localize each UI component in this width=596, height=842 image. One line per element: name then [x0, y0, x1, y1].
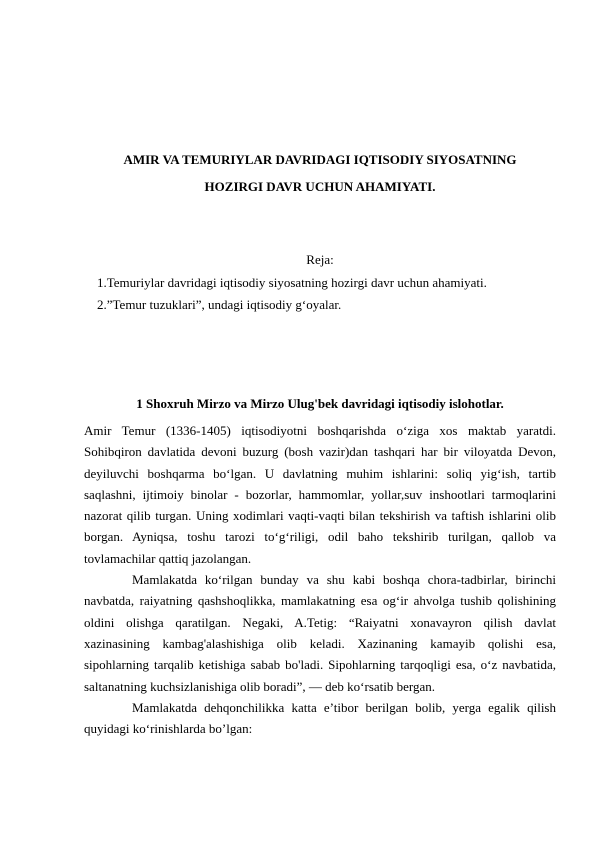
section-heading: 1 Shoxruh Mirzo va Mirzo Ulug'bek davridagi iqtisodiy islohotlar. [136, 396, 504, 411]
plan-item-1: 1.Temuriylar davridagi iqtisodiy siyosatning hozirgi davr uchun ahamiyati. [97, 275, 487, 290]
paragraph-1: Amir Temur (1336-1405) iqtisodiyotni boshqarishda o‘ziga xos maktab yaratdi. Sohibqiron davlatida devoni buzurg (bosh vazir)dan tashqari har bir viloyatda Devon, deyiluvchi boshqarma bo‘lgan. U davlatning muhim ishlarini: soliq yig‘ish, tartib saqlashni, ijtimoiy binolar - bozorlar, hammomlar, yollar,suv inshootlari tarmoqlarini nazorat qilib turgan. Uning xodimlari vaqti-vaqti bilan tekshirish va taftish ishlarini olib borgan. Ayniqsa, toshu tarozi to‘g‘riligi, odil baho tekshirib turilgan, qallob va tovlamachilar qattiq jazolangan. [84, 423, 556, 566]
title-line-1: AMIR VA TEMURIYLAR DAVRIDAGI IQTISODIY SIYOSATNING [123, 152, 517, 167]
plan-heading: Reja: [306, 252, 334, 267]
plan-item-2: 2.”Temur tuzuklari”, undagi iqtisodiy g‘oyalar. [97, 297, 342, 312]
title-line-2: HOZIRGI DAVR UCHUN AHAMIYATI. [204, 179, 436, 194]
paragraph-3: Mamlakatda dehqonchilikka katta e’tibor berilgan bolib, yerga egalik qilish quyidagi ko‘rinishlarda bo’lgan: [84, 699, 556, 737]
section-body [84, 420, 556, 739]
document-title [84, 146, 556, 200]
paragraph-2: Mamlakatda ko‘rilgan bunday va shu kabi boshqa chora-tadbirlar, birinchi navbatda, raiyatning qashshoqlikka, mamlakatning esa og‘ir ahvolga tushib qolishining oldini olishga qaratilgan. Negaki, A.Tetig: “Raiyatni xonavayron qilish davlat xazinasining kambag'alashishiga olib keladi. Xazinaning kamayib qolishi esa, sipohlarning tarqalib ketishiga sabab bo'ladi. Sipohlarning tarqoqligi esa, o‘z navbatida, saltanatning kuchsizlanishiga olib boradi”, — deb ko‘rsatib bergan. [84, 572, 556, 694]
